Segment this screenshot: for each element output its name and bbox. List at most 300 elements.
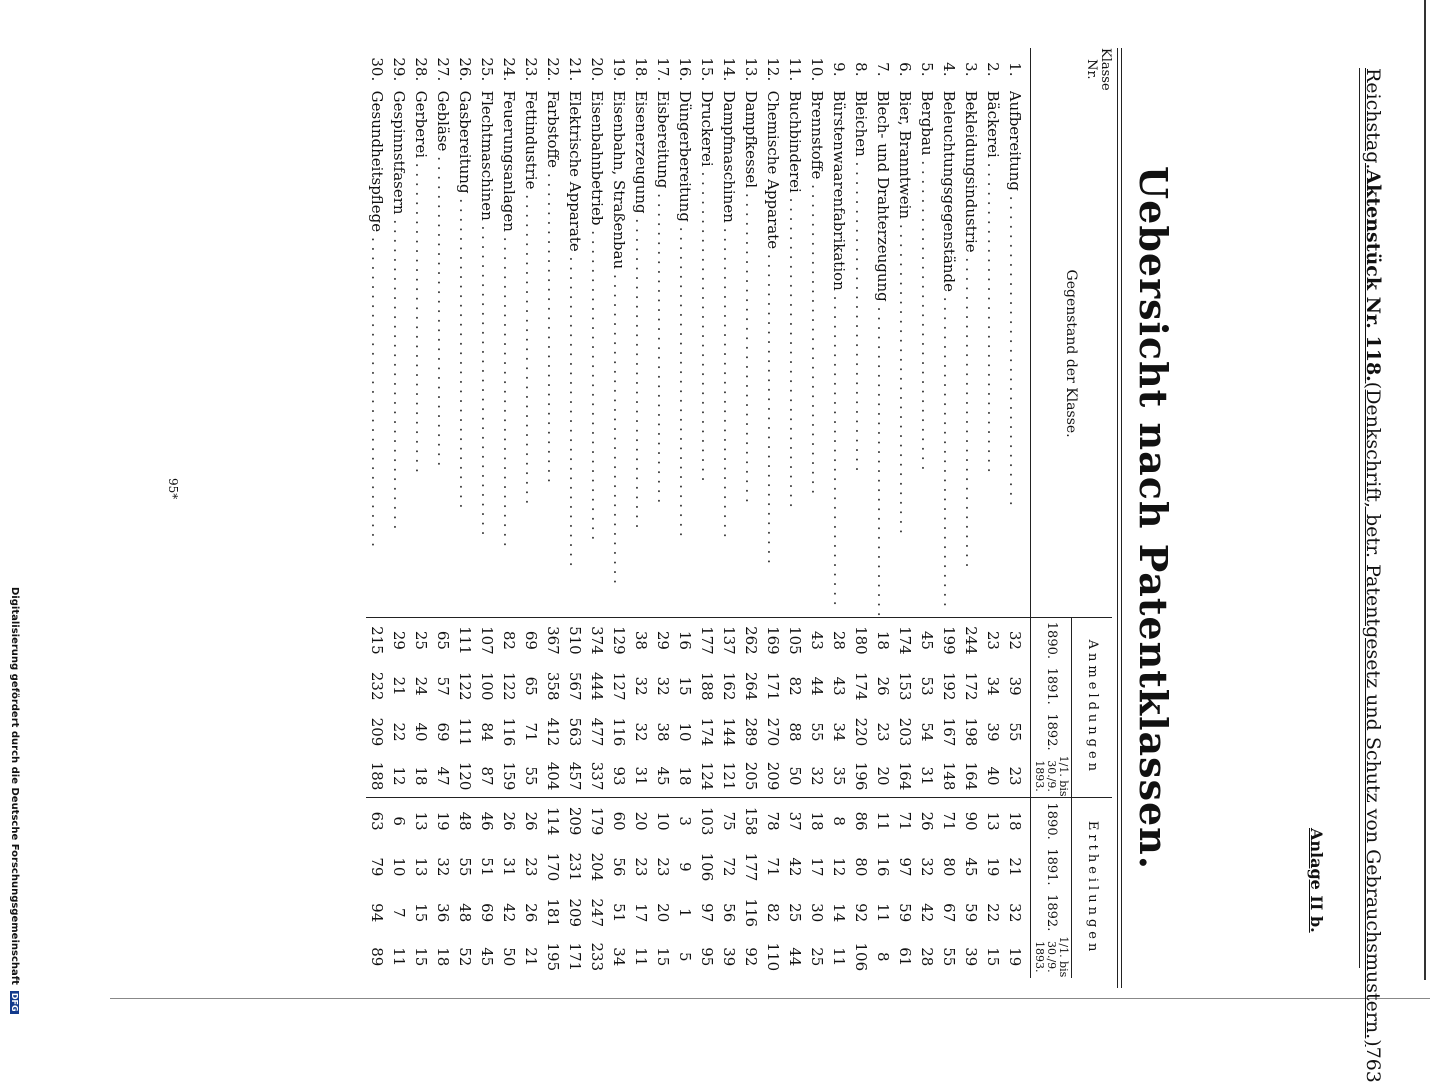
ertheilungen-1891: 97	[896, 857, 914, 877]
anmeldungen-1892: 174	[698, 717, 716, 747]
page-footer-number: 95*	[166, 478, 180, 500]
rotated-page	[112, 38, 1412, 1083]
header-page-number: 763	[1362, 1046, 1384, 1083]
anmeldungen-1890: 129	[610, 626, 628, 655]
anmeldungen-1891: 192	[940, 671, 958, 701]
class-subject: Eisenbahn, Straßenbau . . .	[608, 91, 630, 617]
anmeldungen-1891: 171	[764, 671, 782, 701]
ertheilungen-1892: 59	[962, 903, 980, 923]
ertheilungen-1890: 13	[984, 811, 1002, 831]
class-subject: Bäckerei . . .	[982, 91, 1004, 617]
class-number: 10.	[808, 57, 826, 82]
ertheilungen-1890: 179	[588, 806, 606, 836]
page-edge-rule	[1424, 0, 1426, 980]
table-row	[938, 48, 960, 978]
table-row	[366, 48, 388, 978]
ertheilungen-1892: 48	[456, 903, 474, 923]
table-row	[1004, 48, 1031, 978]
table-row	[630, 48, 652, 978]
class-subject: Eisenerzeugung . . .	[630, 91, 652, 617]
ertheilungen-1892: 116	[742, 898, 760, 928]
ertheilungen-1890: 63	[368, 811, 386, 831]
class-subject: Buchbinderei . . .	[784, 91, 806, 617]
table-row	[388, 48, 410, 978]
anmeldungen-1892: 563	[566, 717, 584, 747]
anmeldungen-1892: 22	[390, 722, 408, 742]
table-row	[960, 48, 982, 978]
anmeldungen-1891: 264	[742, 671, 760, 701]
anmeldungen-1892: 71	[522, 722, 540, 742]
class-subject: Bergbau . . .	[916, 91, 938, 617]
anmeldungen-1891: 65	[522, 676, 540, 696]
anmeldungen-1893: 196	[850, 755, 872, 798]
class-number: 16.	[676, 57, 694, 82]
anmeldungen-1892: 55	[1006, 722, 1024, 742]
ertheilungen-1893: 233	[588, 942, 606, 972]
class-subject: Bleichen . . .	[850, 91, 872, 617]
anmeldungen-1891: 172	[962, 671, 980, 701]
anmeldungen-1890: 29	[390, 630, 408, 650]
header-anm-1890: 1890.	[1031, 617, 1072, 663]
class-number: 23.	[522, 57, 540, 82]
anmeldungen-1891: 53	[918, 676, 936, 696]
class-number: 4.	[940, 62, 958, 77]
anmeldungen-1890: 180	[852, 626, 870, 655]
anmeldungen-1890: 137	[720, 626, 738, 655]
ertheilungen-1892: 209	[566, 898, 584, 928]
class-number: 24.	[500, 57, 518, 82]
anmeldungen-1893: 23	[1004, 755, 1031, 798]
class-number: 21.	[566, 57, 584, 82]
class-subject: Fettindustrie . . .	[520, 91, 542, 617]
header-aktenstueck: Aktenstück Nr. 118.	[1362, 169, 1384, 382]
anmeldungen-1892: 69	[434, 722, 452, 742]
anmeldungen-1893: 121	[718, 755, 740, 798]
anmeldungen-1890: 244	[962, 626, 980, 655]
ertheilungen-1893: 110	[764, 942, 782, 972]
class-number: 1.	[1006, 62, 1024, 77]
anmeldungen-1890: 25	[412, 630, 430, 650]
anmeldungen-1891: 122	[456, 671, 474, 701]
header-ertheilungen: Ertheilungen	[1072, 798, 1113, 978]
anmeldungen-1892: 39	[984, 722, 1002, 742]
anmeldungen-1892: 111	[456, 717, 474, 747]
ertheilungen-1893: 55	[940, 947, 958, 967]
class-subject: Flechtmaschinen . . .	[476, 91, 498, 617]
class-subject: Brennstoffe . . .	[806, 91, 828, 617]
table-row	[608, 48, 630, 978]
header-anm-1893: 1/1. bis 30./9. 1893.	[1031, 755, 1072, 798]
klasse-label: Klasse	[1098, 48, 1113, 91]
table-body	[366, 48, 1031, 978]
class-number: 26.	[456, 57, 474, 82]
anmeldungen-1892: 54	[918, 722, 936, 742]
anmeldungen-1891: 174	[852, 671, 870, 701]
anmeldungen-1891: 122	[500, 671, 518, 701]
anmeldungen-1892: 88	[786, 722, 804, 742]
ertheilungen-1891: 79	[368, 857, 386, 877]
ertheilungen-1890: 10	[654, 811, 672, 831]
ertheilungen-1891: 10	[390, 857, 408, 877]
class-number: 11.	[786, 57, 804, 82]
anmeldungen-1892: 289	[742, 717, 760, 747]
ertheilungen-1890: 8	[830, 816, 848, 826]
anmeldungen-1890: 374	[588, 626, 606, 655]
ertheilungen-1892: 36	[434, 903, 452, 923]
class-subject: Bürstenwaarenfabrikation . . .	[828, 91, 850, 617]
ertheilungen-1891: 51	[478, 857, 496, 877]
ertheilungen-1890: 11	[874, 811, 892, 831]
anmeldungen-1893: 18	[674, 755, 696, 798]
anmeldungen-1892: 220	[852, 717, 870, 747]
class-subject: Eisbereitung . . .	[652, 91, 674, 617]
table-row	[432, 48, 454, 978]
ertheilungen-1891: 32	[918, 857, 936, 877]
ertheilungen-1893: 89	[368, 947, 386, 967]
ertheilungen-1890: 209	[566, 806, 584, 836]
class-number: 15.	[698, 57, 716, 82]
header-anm-1892: 1892.	[1031, 709, 1072, 755]
anmeldungen-1890: 69	[522, 630, 540, 650]
patent-class-table	[366, 48, 1112, 978]
ertheilungen-1891: 12	[830, 857, 848, 877]
anmeldungen-1893: 205	[740, 755, 762, 798]
ertheilungen-1891: 17	[808, 857, 826, 877]
ertheilungen-1890: 20	[632, 811, 650, 831]
anmeldungen-1892: 198	[962, 717, 980, 747]
anmeldungen-1891: 162	[720, 671, 738, 701]
ertheilungen-1892: 92	[852, 903, 870, 923]
ertheilungen-1890: 26	[500, 811, 518, 831]
ertheilungen-1893: 25	[808, 947, 826, 967]
ertheilungen-1890: 103	[698, 806, 716, 836]
ertheilungen-1893: 15	[984, 947, 1002, 967]
ertheilungen-1891: 72	[720, 857, 738, 877]
class-number: 3.	[962, 62, 980, 77]
anmeldungen-1891: 44	[808, 676, 826, 696]
ertheilungen-1893: 61	[896, 947, 914, 967]
anmeldungen-1890: 199	[940, 626, 958, 655]
ertheilungen-1891: 80	[852, 857, 870, 877]
anmeldungen-1893: 87	[476, 755, 498, 798]
class-number: 12.	[764, 57, 782, 82]
anmeldungen-1893: 55	[520, 755, 542, 798]
class-number: 13.	[742, 57, 760, 82]
ertheilungen-1893: 11	[830, 947, 848, 967]
ertheilungen-1891: 204	[588, 852, 606, 882]
anmeldungen-1890: 18	[874, 630, 892, 650]
ertheilungen-1892: 59	[896, 903, 914, 923]
ertheilungen-1891: 19	[984, 857, 1002, 877]
class-number: 22.	[544, 57, 562, 82]
ertheilungen-1890: 3	[676, 816, 694, 826]
table-row	[674, 48, 696, 978]
anmeldungen-1892: 270	[764, 717, 782, 747]
ertheilungen-1893: 195	[544, 942, 562, 972]
ertheilungen-1893: 19	[1006, 947, 1024, 967]
anmeldungen-1891: 32	[632, 676, 650, 696]
anmeldungen-1890: 111	[456, 626, 474, 655]
ertheilungen-1891: 170	[544, 852, 562, 882]
digitization-note	[8, 587, 22, 1012]
anmeldungen-1892: 144	[720, 717, 738, 747]
anmeldungen-1890: 215	[368, 626, 386, 655]
ertheilungen-1893: 92	[742, 947, 760, 967]
table-row	[564, 48, 586, 978]
ertheilungen-1892: 1	[676, 907, 694, 918]
anmeldungen-1891: 57	[434, 676, 452, 696]
table-row	[498, 48, 520, 978]
class-subject: Dampfkessel . . .	[740, 91, 762, 617]
header-description: (Denkschrift, betr. Patentgesetz und Schutz von Gebrauchsmustern.)	[1362, 381, 1384, 1047]
class-number: 28.	[412, 57, 430, 82]
header-ert-1891: 1891.	[1031, 844, 1072, 890]
anmeldungen-1892: 34	[830, 722, 848, 742]
class-subject: Gespinnstfasern . . .	[388, 91, 410, 617]
class-subject: Beleuchtungsgegenstände . . .	[938, 91, 960, 617]
ertheilungen-1893: 8	[874, 952, 892, 962]
table-row	[454, 48, 476, 978]
ertheilungen-1890: 18	[1006, 811, 1024, 831]
anmeldungen-1890: 23	[984, 630, 1002, 650]
ertheilungen-1892: 42	[918, 903, 936, 923]
ertheilungen-1890: 71	[896, 811, 914, 831]
table-row	[520, 48, 542, 978]
class-subject: Gasbereitung . . .	[454, 91, 476, 617]
ertheilungen-1890: 78	[764, 811, 782, 831]
anmeldungen-1890: 28	[830, 630, 848, 650]
class-number: 14.	[720, 57, 738, 82]
ertheilungen-1891: 231	[566, 852, 584, 882]
anmeldungen-1893: 20	[872, 755, 894, 798]
table-row	[586, 48, 608, 978]
header-ert-1892: 1892.	[1031, 890, 1072, 936]
anmeldungen-1893: 164	[894, 755, 916, 798]
ertheilungen-1892: 51	[610, 903, 628, 923]
ertheilungen-1892: 11	[874, 903, 892, 923]
anmeldungen-1890: 45	[918, 630, 936, 650]
anmeldungen-1893: 159	[498, 755, 520, 798]
anmeldungen-1892: 209	[368, 717, 386, 747]
anmeldungen-1893: 47	[432, 755, 454, 798]
table-row	[762, 48, 784, 978]
ertheilungen-1890: 13	[412, 811, 430, 831]
ertheilungen-1891: 56	[610, 857, 628, 877]
table-top-rule	[1117, 48, 1122, 988]
anmeldungen-1893: 18	[410, 755, 432, 798]
anmeldungen-1893: 148	[938, 755, 960, 798]
anmeldungen-1891: 127	[610, 671, 628, 701]
class-number: 7.	[874, 62, 892, 77]
ertheilungen-1891: 23	[632, 857, 650, 877]
anmeldungen-1893: 12	[388, 755, 410, 798]
class-number: 5.	[918, 62, 936, 77]
class-subject: Farbstoffe . . .	[542, 91, 564, 617]
class-subject: Elektrische Apparate . . .	[564, 91, 586, 617]
ertheilungen-1892: 247	[588, 898, 606, 928]
class-subject: Dampfmaschinen . . .	[718, 91, 740, 617]
anmeldungen-1891: 153	[896, 671, 914, 701]
ertheilungen-1891: 42	[786, 857, 804, 877]
anmeldungen-1893: 31	[630, 755, 652, 798]
anmeldungen-1892: 412	[544, 717, 562, 747]
class-subject: Chemische Apparate . . .	[762, 91, 784, 617]
anmeldungen-1893: 188	[366, 755, 388, 798]
anmeldungen-1893: 93	[608, 755, 630, 798]
table-row	[476, 48, 498, 978]
anmeldungen-1891: 100	[478, 671, 496, 701]
ertheilungen-1893: 11	[390, 947, 408, 967]
anmeldungen-1893: 457	[564, 755, 586, 798]
ertheilungen-1891: 106	[698, 852, 716, 882]
anmeldungen-1890: 510	[566, 626, 584, 655]
class-subject: Bekleidungsindustrie . . .	[960, 91, 982, 617]
anmeldungen-1890: 177	[698, 626, 716, 655]
anmeldungen-1890: 32	[1006, 630, 1024, 650]
ertheilungen-1890: 19	[434, 811, 452, 831]
table-row	[652, 48, 674, 978]
ertheilungen-1892: 14	[830, 903, 848, 923]
ertheilungen-1891: 80	[940, 857, 958, 877]
ertheilungen-1892: 20	[654, 903, 672, 923]
class-number: 30.	[368, 57, 386, 82]
ertheilungen-1893: 45	[478, 947, 496, 967]
anmeldungen-1892: 10	[676, 722, 694, 742]
anmeldungen-1890: 29	[654, 630, 672, 650]
ertheilungen-1893: 39	[720, 947, 738, 967]
anmeldungen-1891: 34	[984, 676, 1002, 696]
anmeldungen-1891: 82	[786, 676, 804, 696]
anmeldungen-1891: 21	[390, 676, 408, 696]
ertheilungen-1891: 32	[434, 857, 452, 877]
anmeldungen-1891: 24	[412, 676, 430, 696]
ertheilungen-1890: 75	[720, 811, 738, 831]
ertheilungen-1893: 11	[632, 947, 650, 967]
table-row	[784, 48, 806, 978]
class-number: 2.	[984, 62, 1002, 77]
anmeldungen-1890: 82	[500, 630, 518, 650]
anmeldungen-1893: 337	[586, 755, 608, 798]
anmeldungen-1893: 31	[916, 755, 938, 798]
ertheilungen-1892: 7	[390, 907, 408, 918]
ertheilungen-1890: 26	[918, 811, 936, 831]
header-subject: Gegenstand der Klasse.	[1031, 91, 1113, 617]
anmeldungen-1892: 116	[610, 717, 628, 747]
anmeldungen-1890: 107	[478, 626, 496, 655]
anmeldungen-1893: 404	[542, 755, 564, 798]
class-subject: Gerberei . . .	[410, 91, 432, 617]
ertheilungen-1893: 5	[676, 952, 694, 962]
ertheilungen-1892: 42	[500, 903, 518, 923]
ertheilungen-1893: 106	[852, 942, 870, 972]
ertheilungen-1890: 48	[456, 811, 474, 831]
ertheilungen-1890: 71	[940, 811, 958, 831]
class-number: 19.	[610, 57, 628, 82]
anmeldungen-1893: 32	[806, 755, 828, 798]
ertheilungen-1893: 39	[962, 947, 980, 967]
anmeldungen-1890: 174	[896, 626, 914, 655]
ertheilungen-1892: 25	[786, 903, 804, 923]
anmeldungen-1891: 39	[1006, 676, 1024, 696]
anmeldungen-1893: 124	[696, 755, 718, 798]
class-number: 29.	[390, 57, 408, 82]
ertheilungen-1890: 158	[742, 806, 760, 836]
table-row	[410, 48, 432, 978]
anmeldungen-1892: 203	[896, 717, 914, 747]
ertheilungen-1891: 31	[500, 857, 518, 877]
anmeldungen-1893: 120	[454, 755, 476, 798]
ertheilungen-1891: 23	[654, 857, 672, 877]
class-subject: Gesundheitspflege . . .	[366, 91, 388, 617]
class-subject: Blech- und Drahterzeugung . . .	[872, 91, 894, 617]
table-row	[696, 48, 718, 978]
anmeldungen-1891: 26	[874, 676, 892, 696]
ertheilungen-1892: 82	[764, 903, 782, 923]
class-number: 20.	[588, 57, 606, 82]
anmeldungen-1892: 23	[874, 722, 892, 742]
anmeldungen-1893: 45	[652, 755, 674, 798]
table-row	[872, 48, 894, 978]
anmeldungen-1893: 35	[828, 755, 850, 798]
anmeldungen-1893: 50	[784, 755, 806, 798]
ertheilungen-1893: 95	[698, 947, 716, 967]
digitization-text: Digitalisierung gefördert durch die Deutsche Forschungsgemeinschaft	[9, 587, 21, 985]
anmeldungen-1892: 167	[940, 717, 958, 747]
header-klasse	[1031, 48, 1113, 91]
anmeldungen-1891: 188	[698, 671, 716, 701]
anmeldungen-1892: 38	[654, 722, 672, 742]
running-header	[1359, 68, 1384, 1083]
ertheilungen-1890: 114	[544, 806, 562, 836]
header-reichstag: Reichstag.	[1362, 68, 1384, 170]
anmeldungen-1890: 16	[676, 630, 694, 650]
anmeldungen-1890: 169	[764, 626, 782, 655]
header-ert-1890: 1890.	[1031, 798, 1072, 844]
ertheilungen-1892: 56	[720, 903, 738, 923]
ertheilungen-1893: 34	[610, 947, 628, 967]
ertheilungen-1890: 6	[390, 816, 408, 826]
ertheilungen-1892: 181	[544, 898, 562, 928]
ertheilungen-1890: 90	[962, 811, 980, 831]
class-number: 8.	[852, 62, 870, 77]
anmeldungen-1891: 43	[830, 676, 848, 696]
ertheilungen-1893: 50	[500, 947, 518, 967]
class-number: 18.	[632, 57, 650, 82]
class-subject: Eisenbahnbetrieb . . .	[586, 91, 608, 617]
anmeldungen-1891: 15	[676, 676, 694, 696]
ertheilungen-1891: 71	[764, 857, 782, 877]
ertheilungen-1892: 15	[412, 903, 430, 923]
header-ert-1893: 1/1. bis 30./9. 1893.	[1031, 936, 1072, 978]
anmeldungen-1890: 105	[786, 626, 804, 655]
ertheilungen-1892: 17	[632, 903, 650, 923]
ertheilungen-1892: 97	[698, 903, 716, 923]
anmeldungen-1892: 55	[808, 722, 826, 742]
class-subject: Aufbereitung . . .	[1004, 91, 1031, 617]
ertheilungen-1890: 60	[610, 811, 628, 831]
anmeldungen-1890: 38	[632, 630, 650, 650]
ertheilungen-1893: 44	[786, 947, 804, 967]
table-row	[894, 48, 916, 978]
anmeldungen-1891: 444	[588, 671, 606, 701]
table-row	[850, 48, 872, 978]
ertheilungen-1893: 171	[566, 942, 584, 972]
dfg-logo: DFG	[10, 992, 20, 1012]
ertheilungen-1891: 21	[1006, 857, 1024, 877]
anmeldungen-1890: 262	[742, 626, 760, 655]
ertheilungen-1892: 22	[984, 903, 1002, 923]
anmeldungen-1891: 567	[566, 671, 584, 701]
